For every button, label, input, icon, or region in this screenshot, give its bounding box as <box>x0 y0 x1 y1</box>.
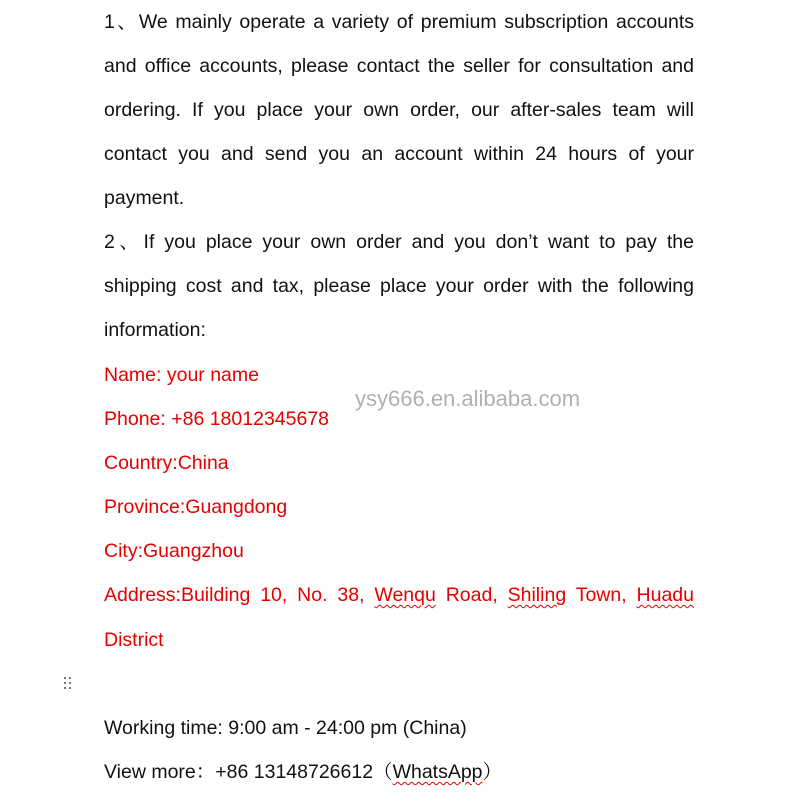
drag-handle-icon[interactable] <box>62 675 74 691</box>
address-wenqu: Wenqu <box>374 584 436 606</box>
address-shiling: Shiling <box>507 584 567 606</box>
paragraph1-line3: ordering. If you place your own order, our after-sales team will <box>104 99 694 121</box>
paragraph2-line1: 2、If you place your own order and you don’t want to pay the <box>104 231 694 253</box>
view-more-line <box>104 760 694 784</box>
whatsapp-label: WhatsApp <box>392 761 483 783</box>
info-province: Province:Guangdong <box>104 496 288 518</box>
paragraph2-line3: information: <box>104 319 206 341</box>
info-address-line1 <box>104 583 694 607</box>
info-phone: Phone: +86 18012345678 <box>104 408 330 430</box>
view-more-prefix: View more：+86 13148726612（ <box>104 761 393 783</box>
info-city: City:Guangzhou <box>104 540 244 562</box>
info-country: Country:China <box>104 452 229 474</box>
working-time: Working time: 9:00 am - 24:00 pm (China) <box>104 717 467 739</box>
info-address-line2: District <box>104 629 164 651</box>
paragraph1-line1: 1、We mainly operate a variety of premium subscription accounts <box>104 11 694 33</box>
paragraph1-line2: and office accounts, please contact the seller for consultation and <box>104 55 694 77</box>
paragraph1-line4: contact you and send you an account within 24 hours of your <box>104 143 694 165</box>
paragraph1-line5: payment. <box>104 187 185 209</box>
address-part3: Town, <box>575 584 627 606</box>
address-part1: Address:Building 10, No. 38, <box>104 584 365 606</box>
watermark: ysy666.en.alibaba.com <box>355 386 581 411</box>
info-name: Name: your name <box>104 364 259 386</box>
view-more-suffix: ） <box>482 761 503 783</box>
paragraph2-line2: shipping cost and tax, please place your order with the following <box>104 275 694 297</box>
address-huadu: Huadu <box>636 584 694 606</box>
address-part2: Road, <box>445 584 498 606</box>
